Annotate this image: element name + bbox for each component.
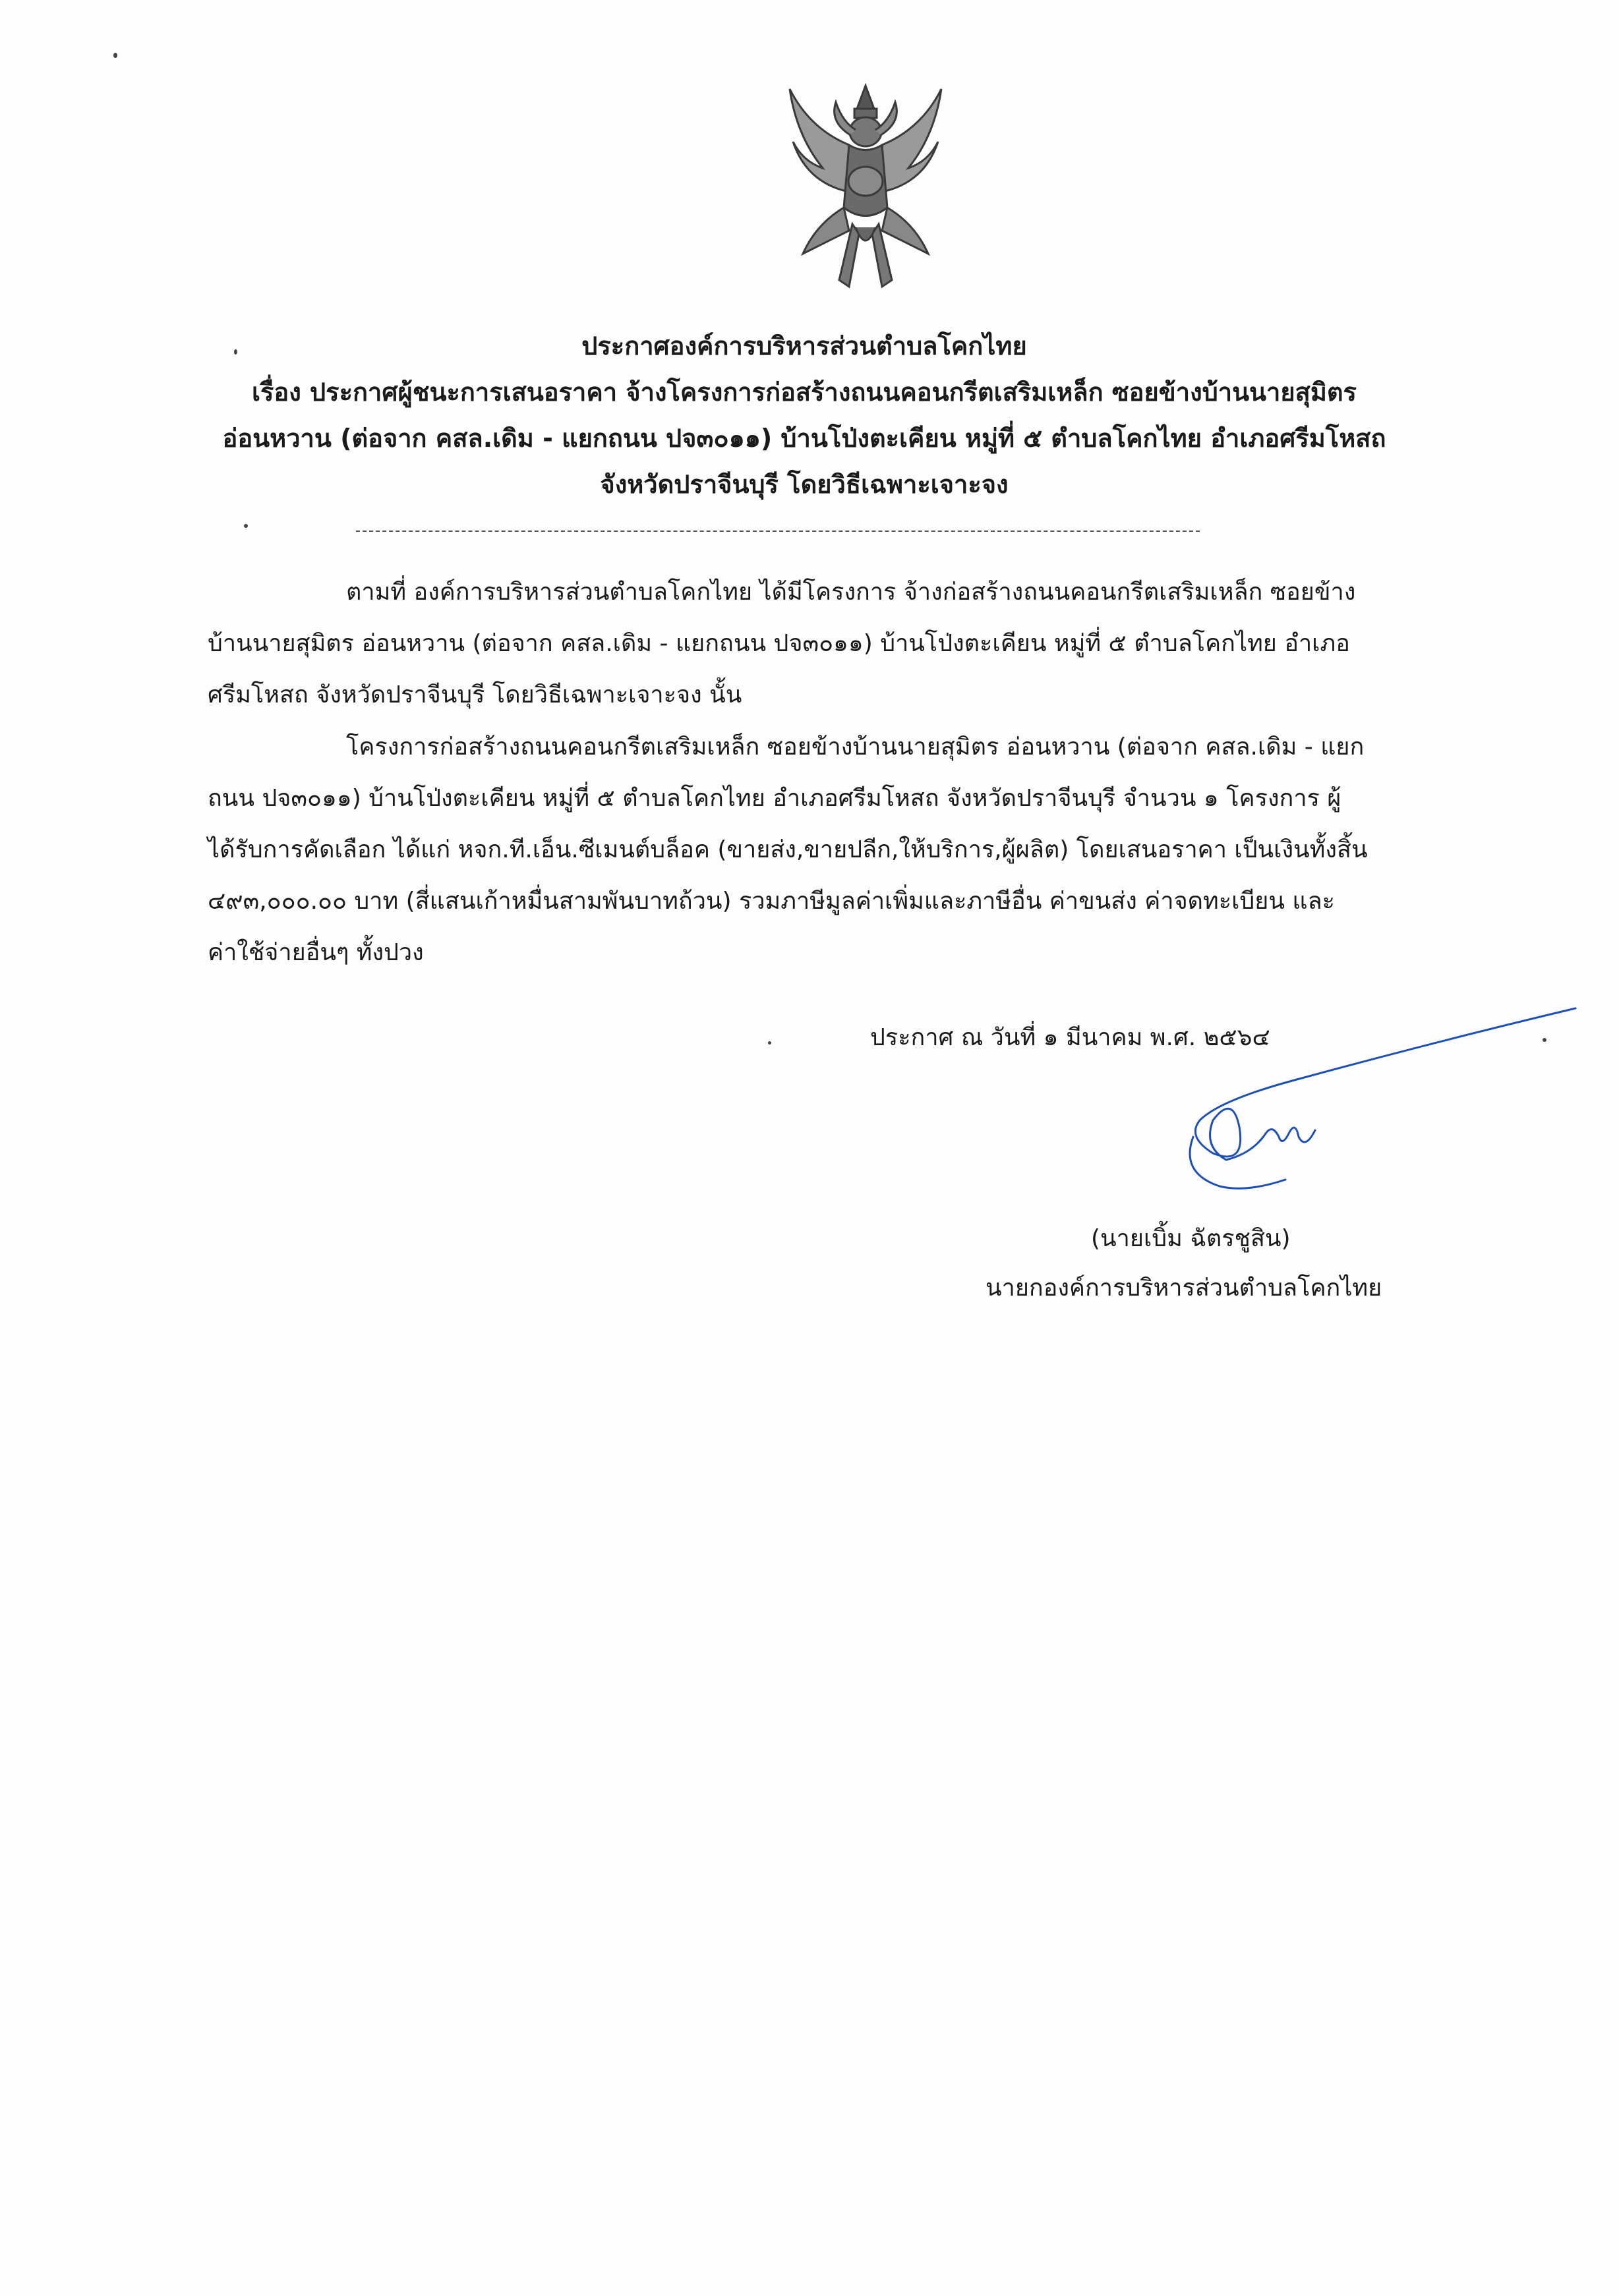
header-divider [356, 531, 1200, 532]
paragraph-line: โครงการก่อสร้างถนนคอนกรีตเสริมเหล็ก ซอยข้างบ้านนายสุมิตร อ่อนหวาน (ต่อจาก คสล.เดิม - แยก [346, 733, 1365, 761]
signatory-position: นายกองค์การบริหารส่วนตำบลโคกไทย [986, 1275, 1382, 1302]
scan-speck [768, 1041, 771, 1045]
body-paragraph-2 [208, 722, 1480, 979]
subject-line: อ่อนหวาน (ต่อจาก คสล.เดิม - แยกถนน ปจ๓๐๑๑) บ้านโป่งตะเคียน หมู่ที่ ๕ ตำบลโคกไทย อำเภอศรีมโหสถ [222, 424, 1386, 453]
paragraph-line: บ้านนายสุมิตร อ่อนหวาน (ต่อจาก คสล.เดิม - แยกถนน ปจ๓๐๑๑) บ้านโป่งตะเคียน หมู่ที่ ๕ ตำบลโคกไทย อำเภอ [208, 630, 1350, 657]
scan-speck [1543, 1038, 1546, 1042]
scan-speck [244, 524, 248, 528]
paragraph-line: ถนน ปจ๓๐๑๑) บ้านโป่งตะเคียน หมู่ที่ ๕ ตำบลโคกไทย อำเภอศรีมโหสถ จังหวัดปราจีนบุรี จำนวน ๑ โครงการ ผู้ [208, 785, 1341, 812]
body-paragraph-1 [208, 567, 1480, 721]
scan-speck [234, 349, 237, 355]
announcement-subject [178, 369, 1430, 507]
signatory-name: (นายเบิ้ม ฉัตรชูสิน) [1091, 1225, 1291, 1252]
paragraph-line: ๔๙๓,๐๐๐.๐๐ บาท (สี่แสนเก้าหมื่นสามพันบาทถ้วน) รวมภาษีมูลค่าเพิ่มและภาษีอื่น ค่าขนส่ง ค่าจดทะเบียน และ [208, 888, 1336, 915]
handwritten-signature-icon [1140, 995, 1589, 1213]
announcement-date: ประกาศ ณ วันที่ ๑ มีนาคม พ.ศ. ๒๕๖๔ [870, 1024, 1270, 1051]
subject-line: เรื่อง ประกาศผู้ชนะการเสนอราคา จ้างโครงการก่อสร้างถนนคอนกรีตเสริมเหล็ก ซอยข้างบ้านนายสุมิตร [252, 378, 1357, 407]
paragraph-line: ได้รับการคัดเลือก ได้แก่ หจก.ที.เอ็น.ซีเมนต์บล็อค (ขายส่ง,ขายปลีก,ให้บริการ,ผู้ผลิต) โดยเสนอราคา เป็นเงินทั้งสิ้น [208, 836, 1368, 863]
announcement-title: ประกาศองค์การบริหารส่วนตำบลโคกไทย [581, 331, 1027, 360]
subject-line: จังหวัดปราจีนบุรี โดยวิธีเฉพาะเจาะจง [600, 470, 1009, 499]
garuda-emblem-icon [783, 82, 948, 293]
paragraph-line: ศรีมโหสถ จังหวัดปราจีนบุรี โดยวิธีเฉพาะเจาะจง นั้น [208, 681, 742, 708]
paragraph-line: ค่าใช้จ่ายอื่นๆ ทั้งปวง [208, 939, 424, 966]
scan-speck [113, 53, 117, 58]
paragraph-line: ตามที่ องค์การบริหารส่วนตำบลโคกไทย ได้มีโครงการ จ้างก่อสร้างถนนคอนกรีตเสริมเหล็ก ซอยข้าง [346, 579, 1356, 606]
